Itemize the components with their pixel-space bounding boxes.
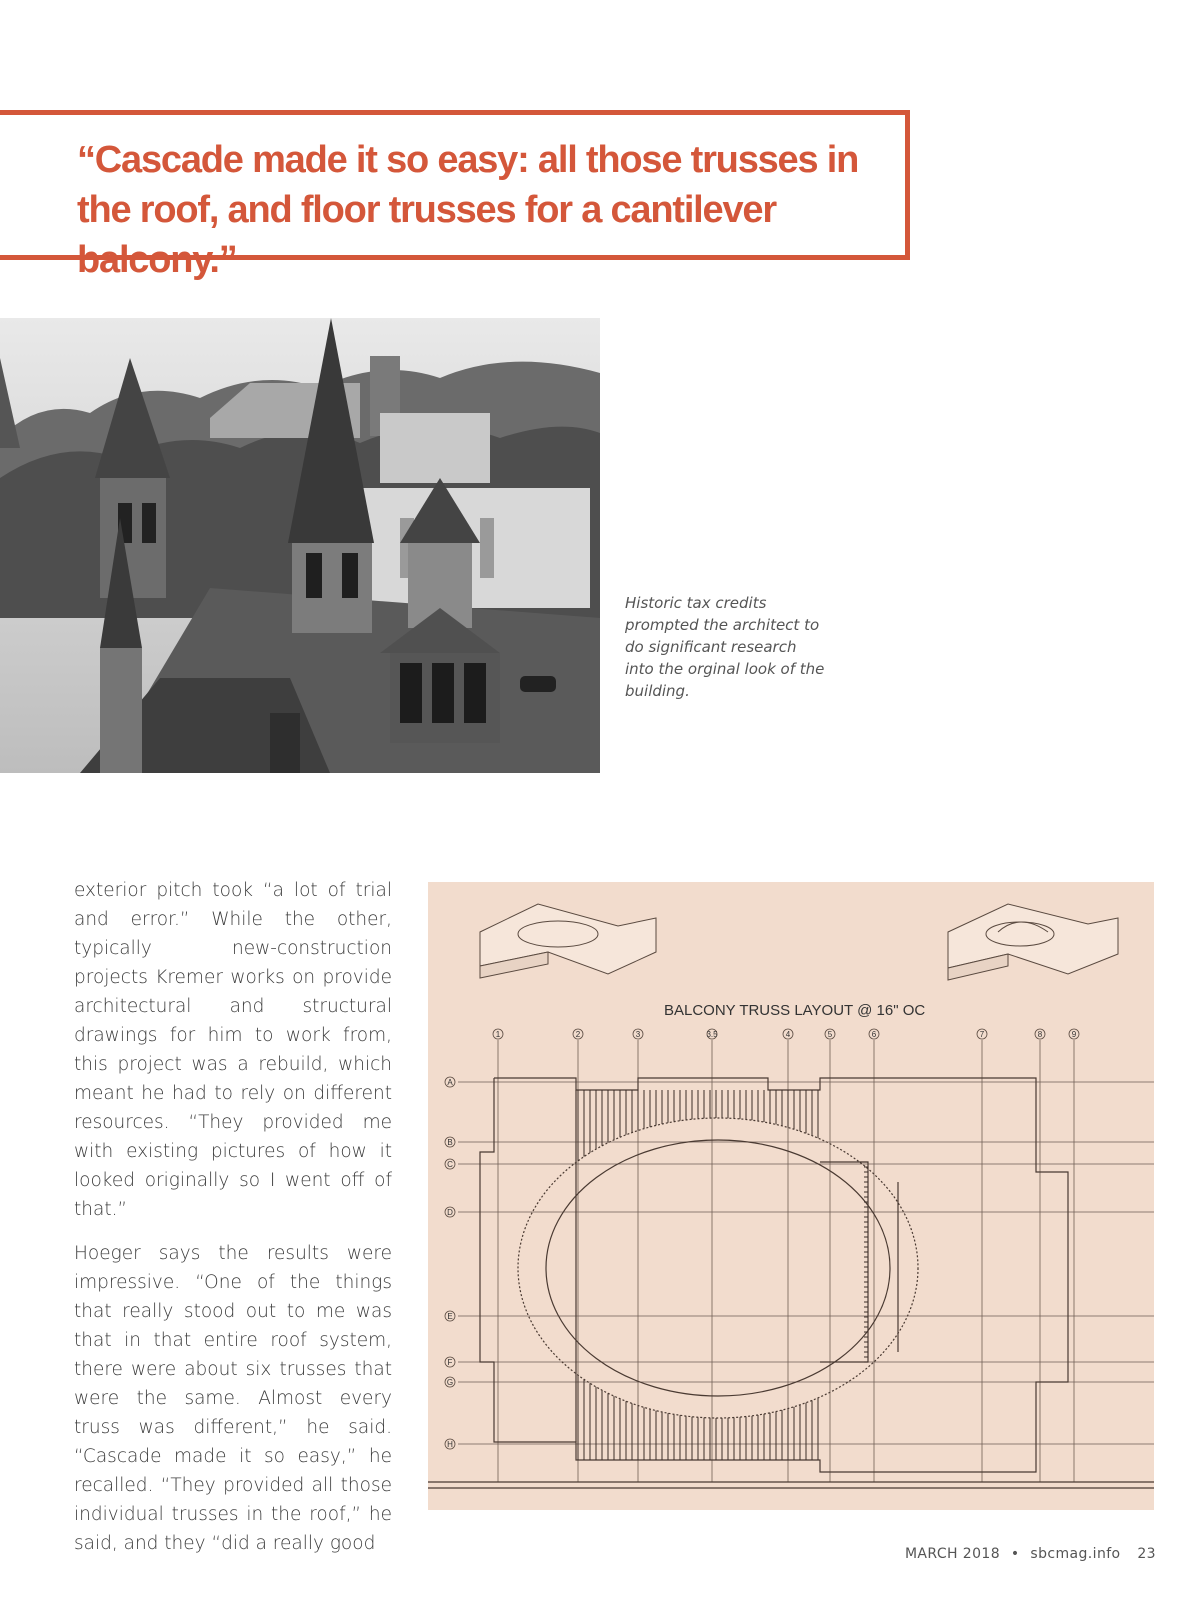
balcony-truss-drawing — [428, 882, 1154, 1510]
grid-column-label: 5 — [827, 1030, 833, 1039]
grid-row-label: E — [447, 1312, 453, 1321]
pull-quote-box — [0, 110, 910, 281]
body-paragraph-1: exterior pitch took “a lot of trial and error.” While the other, typically new-construction projects Kremer works on provide architectural and structural drawings for him to work from, this project was a rebuild, which meant he had to rely on different resources. “They provided me with existing pictures of how it looked originally so I went off of that.” — [74, 880, 392, 1220]
grid-column-label: 6 — [871, 1030, 877, 1039]
footer-separator: • — [1010, 1546, 1020, 1562]
grid-column-label: 4 — [785, 1030, 791, 1039]
issue-date: MARCH 2018 — [904, 1546, 1001, 1562]
drawing-title: BALCONY TRUSS LAYOUT @ 16" OC — [664, 1002, 926, 1019]
truss-layout-plan — [428, 882, 1154, 1510]
grid-row-label: B — [447, 1138, 453, 1147]
grid-row-label: A — [447, 1078, 453, 1087]
grid-column-label: 9 — [1071, 1030, 1077, 1039]
grid-column-label: 3 — [635, 1030, 641, 1039]
grid-row-label: F — [447, 1358, 453, 1367]
page-number: 23 — [1137, 1546, 1156, 1562]
site-url[interactable]: sbcmag.info — [1030, 1546, 1121, 1562]
article-body — [74, 876, 392, 1573]
grid-row-label: G — [446, 1378, 454, 1387]
grid-row-label: C — [447, 1160, 453, 1169]
grid-column-label: 8 — [1037, 1030, 1043, 1039]
body-paragraph-2: Hoeger says the results were impressive. “One of the things that really stood out to me was that in that entire roof system, there were about six trusses that were the same. Almost every truss was different,” he said. “Cascade made it so easy,” he recalled. “They provided all those individual trusses in the roof,” he said, and they “did a really good — [74, 1243, 392, 1554]
grid-column-label: 2 — [575, 1030, 581, 1039]
historic-building-photo — [0, 318, 600, 773]
grid-row-label: H — [447, 1440, 453, 1449]
grid-column-label: 7 — [979, 1030, 985, 1039]
grid-row-label: D — [447, 1208, 453, 1217]
pull-quote-text: “Cascade made it so easy: all those trusses in the roof, and floor trusses for a cantilever balcony.” — [77, 139, 859, 281]
grid-column-label: 3.5 — [706, 1030, 718, 1039]
photo-caption: Historic tax credits prompted the architect to do significant research into the orginal look of the building. — [625, 594, 825, 700]
page-footer — [905, 1546, 1156, 1562]
grid-column-label: 1 — [495, 1030, 501, 1039]
